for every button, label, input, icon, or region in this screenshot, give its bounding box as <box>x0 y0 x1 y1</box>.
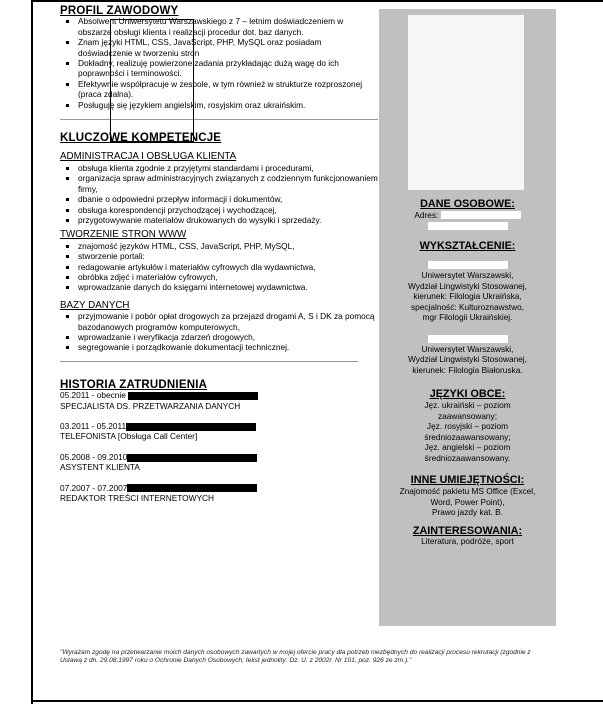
divider <box>60 361 358 362</box>
list-item: ▪ Dokładny, realizuję powierzone zadania przykładając dużą wagę do ich poprawności i terminowości. <box>78 58 378 79</box>
divider <box>60 119 378 120</box>
list-item: ▪ wprowadzanie i weryfikacja zdarzeń drogowych, <box>78 332 378 342</box>
list-item: ▪ obsługa korespondencji przychodzącej i wychodzącej, <box>78 205 378 215</box>
photo-placeholder <box>408 15 524 190</box>
redacted-bar <box>428 261 508 269</box>
address-row <box>379 210 556 221</box>
list-item: ▪ Efektywnie współpracuje w zespole, w tym również w strukturze rozproszonej (praca zdalna). <box>78 79 378 100</box>
education-title: WYKSZTAŁCENIE: <box>419 239 516 252</box>
competence-list <box>60 311 378 353</box>
list-item: ▪ redagowanie artykułów i materiałów cyfrowych dla wydawnictwa, <box>78 262 378 272</box>
profile-title: PROFIL ZAWODOWY <box>60 5 179 17</box>
job-position: ASYSTENT KLIENTA <box>60 462 140 473</box>
list-item: ▪ Znam języki HTML, CSS, JavaScript, PHP, MySQL oraz posiadam doświadczenie w tworzeniu stron <box>78 37 378 58</box>
page-border-bottom <box>31 700 603 702</box>
redacted-bar <box>428 222 508 230</box>
job-position: REDAKTOR TREŚCI INTERNETOWYCH <box>60 493 214 504</box>
competence-group-title: BAZY DANYCH <box>60 299 130 311</box>
profile-section <box>60 6 378 110</box>
languages-title: JĘZYKI OBCE: <box>429 388 506 401</box>
skills-list: Znajomość pakietu MS Office (Excel, Word, Power Point), Prawo jazdy kat. B. <box>399 486 536 518</box>
job-position: TELEFONISTA [Obsługa Call Center] <box>60 431 198 442</box>
list-item: ▪ organizacja spraw administracyjnych związanych z codziennym funkcjonowaniem firmy, <box>78 173 378 194</box>
redacted-bar <box>128 392 258 400</box>
education-entry: Uniwersytet Warszawski, Wydział Lingwistyki Stosowanej, kierunek: Filologia Białoruska. <box>408 343 527 375</box>
list-item: ▪ stworzenie portali: <box>78 251 378 261</box>
skills-title: INNE UMIEJĘTNOŚCI: <box>410 474 525 487</box>
list-item: ▪ Absolwent Uniwersytetu Warszawskiego z 7 – letnim doświadczeniem w obszarze obsługi klienta i realizacji procedur dot. baz danych. <box>78 16 378 37</box>
page-border-top <box>31 0 603 2</box>
list-item: ▪ obróbka zdjęć i materiałów cyfrowych, <box>78 272 378 282</box>
address-label: Adres: <box>414 209 439 220</box>
competences-section <box>60 133 378 353</box>
sidebar <box>379 9 556 626</box>
interests-text: Literatura, podróże, sport <box>421 536 514 547</box>
job-position: SPECJALISTA DS. PRZETWARZANIA DANYCH <box>60 400 241 411</box>
list-item: ▪ wprowadzanie danych do księgarni internetowej wydawnictwa. <box>78 282 378 292</box>
profile-list <box>60 16 378 110</box>
redacted-bar <box>127 454 257 462</box>
redacted-bar <box>441 211 521 219</box>
competence-group-title: ADMINISTRACJA I OBSŁUGA KLIENTA <box>60 151 237 163</box>
job-dates: 05.2008 - 09.2010 <box>60 451 128 462</box>
list-item: ▪ znajomość języków HTML, CSS, JavaScript, PHP, MySQL, <box>78 241 378 251</box>
personal-title: DANE OSOBOWE: <box>420 198 515 210</box>
list-item: ▪ dbanie o odpowiedni przepływ informacji i dokumentów, <box>78 194 378 204</box>
list-item: ▪ przygotowywanie materiałów drukowanych do wysyłki i sprzedaży. <box>78 215 378 225</box>
list-item: ▪ segregowanie i porządkowanie dokumentacji technicznej. <box>78 342 378 352</box>
consent-footer: "Wyrażam zgodę na przetwarzanie moich danych osobowych zawartych w mojej ofercie pracy dla potrzeb niezbędnych do realizacji procesu rekrutacji (zgodnie z Ustawą z dn. 29.08.1997 roku o Ochronie Danych Osobowych; tekst jednolity: Dz. U. z 2002r. Nr 101, poz. 926 ze zm.)." <box>60 649 531 665</box>
history-title: HISTORIA ZATRUDNIENIA <box>60 378 208 391</box>
education-entry: Uniwersytet Warszawski, Wydział Lingwistyki Stosowanej, kierunek: Filologia Ukraińska, specjalność: Kulturoznawstwo, mgr Filologii Ukraińskiej. <box>408 269 527 323</box>
main-column <box>60 6 378 513</box>
competence-group-title: TWORZENIE STRON WWW <box>60 229 187 241</box>
page-border-left <box>31 0 33 704</box>
competence-list <box>60 241 378 293</box>
redacted-bar <box>428 335 508 343</box>
list-item: ▪ przyjmowanie i pobór opłat drogowych za przejazd drogami A, S i DK za pomocą bazodanowych programów komputerowych, <box>78 311 378 332</box>
redacted-bar <box>126 423 256 431</box>
list-item: ▪ Posługuję się językiem angielskim, rosyjskim oraz ukraińskim. <box>78 100 378 110</box>
job-dates: 07.2007 - 07.2007 <box>60 482 128 493</box>
history-section <box>60 380 378 504</box>
job-dates: 03.2011 - 05.2011 <box>60 421 127 431</box>
job-dates: 05.2011 - obecnie <box>60 390 126 401</box>
languages-list: Jęz. ukraiński – poziom zaawansowany; Jęz. rosyjski – poziom średniozaawansowany; Jęz. angielski – poziom średniozaawansowany. <box>424 399 511 463</box>
job-entry <box>60 390 378 411</box>
job-entry <box>60 483 378 504</box>
job-entry <box>60 421 378 442</box>
competences-title: KLUCZOWE KOMPETENCJE <box>60 132 222 145</box>
redacted-bar <box>127 484 257 492</box>
interests-title: ZAINTERESOWANIA: <box>412 524 523 537</box>
selection-box <box>110 19 194 142</box>
list-item: ▪ obsługa klienta zgodnie z przyjętymi standardami i procedurami, <box>78 163 378 173</box>
competence-list <box>60 163 378 225</box>
job-entry <box>60 452 378 473</box>
